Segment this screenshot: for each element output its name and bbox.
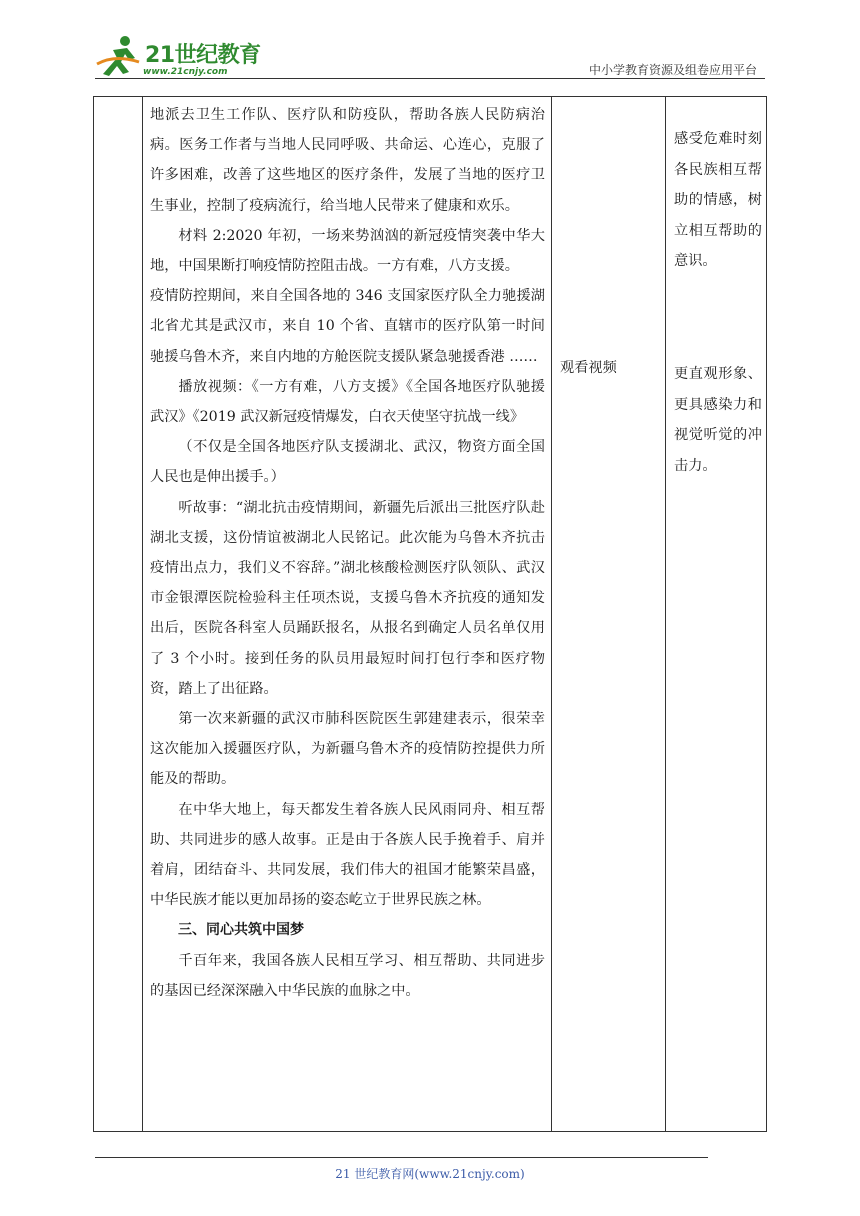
content-paragraph: 听故事：“湖北抗击疫情期间，新疆先后派出三批医疗队赴湖北支援，这份情谊被湖北人民铭记。此次能为乌鲁木齐抗击疫情出点力，我们义不容辞。”湖北核酸检测医疗队领队、武汉市金银潭医院检验科主任项杰说，支援乌鲁木齐抗疫的通知发出后，医院各科室人员踊跃报名，从报名到确定人员名单仅用了 3 个小时。接到任务的队员用最短时间打包行李和医疗物资，踏上了出征路。: [150, 499, 545, 697]
content-paragraph: 疫情防控期间，来自全国各地的 346 支国家医疗队全力驰援湖北省尤其是武汉市，来自 10 个省、直辖市的医疗队第一时间驰援乌鲁木齐，来自内地的方舱医院支援队紧急驰援香港 ……: [150, 288, 545, 365]
lesson-table: [93, 96, 767, 1132]
content-paragraph: 地派去卫生工作队、医疗队和防疫队，帮助各族人民防病治病。医务工作者与当地人民同呼吸、共命运、心连心，克服了许多困难，改善了这些地区的医疗条件，发展了当地的医疗卫生事业，控制了疫病流行，给当地人民带来了健康和欢乐。: [150, 107, 545, 214]
logo-text: 21世纪教育: [145, 43, 261, 68]
design-intent-2: 更直观形象、更具感染力和视觉听觉的冲击力。: [674, 366, 762, 474]
logo-url: www.21cnjy.com: [143, 67, 228, 77]
column-divider: [551, 97, 552, 1131]
content-paragraph: （不仅是全国各地医疗队支援湖北、武汉，物资方面全国人民也是伸出援手。）: [150, 439, 545, 486]
section-heading: 三、同心共筑中国梦: [178, 922, 304, 939]
site-logo: [95, 34, 270, 82]
content-paragraph: 在中华大地上，每天都发生着各族人民风雨同舟、相互帮助、共同进步的感人故事。正是由于各族人民手挽着手、肩并着肩，团结奋斗、共同发展，我们伟大的祖国才能繁荣昌盛，中华民族才能以更加昂扬的姿态屹立于世界民族之林。: [150, 801, 545, 909]
content-paragraph: 材料 2:2020 年初，一场来势汹汹的新冠疫情突袭中华大地，中国果断打响疫情防控阻击战。一方有难，八方支援。: [150, 227, 545, 275]
platform-title: 中小学教育资源及组卷应用平台: [588, 63, 757, 77]
column-divider: [142, 97, 143, 1131]
column-divider: [665, 97, 666, 1131]
design-intent-1: 感受危难时刻各民族相互帮助的情感，树立相互帮助的意识。: [674, 131, 762, 269]
content-paragraph: 千百年来，我国各族人民相互学习、相互帮助、共同进步的基因已经深深融入中华民族的血脉之中。: [150, 952, 545, 999]
runner-logo-icon: [95, 34, 143, 80]
content-paragraph: 第一次来新疆的武汉市肺科医院医生郭建建表示，很荣幸这次能加入援疆医疗队，为新疆乌鲁木齐的疫情防控提供力所能及的帮助。: [150, 711, 545, 788]
header-divider: [95, 78, 765, 79]
footer-link[interactable]: 21 世纪教育网(www.21cnjy.com): [335, 1167, 525, 1181]
footer-divider: [95, 1157, 708, 1158]
student-activity-cell: 观看视频: [560, 360, 617, 376]
content-paragraph: 播放视频：《一方有难，八方支援》《全国各地医疗队驰援武汉》《2019 武汉新冠疫情爆发，白衣天使坚守抗战一线》: [150, 378, 545, 426]
teaching-content-column: [150, 100, 545, 1006]
